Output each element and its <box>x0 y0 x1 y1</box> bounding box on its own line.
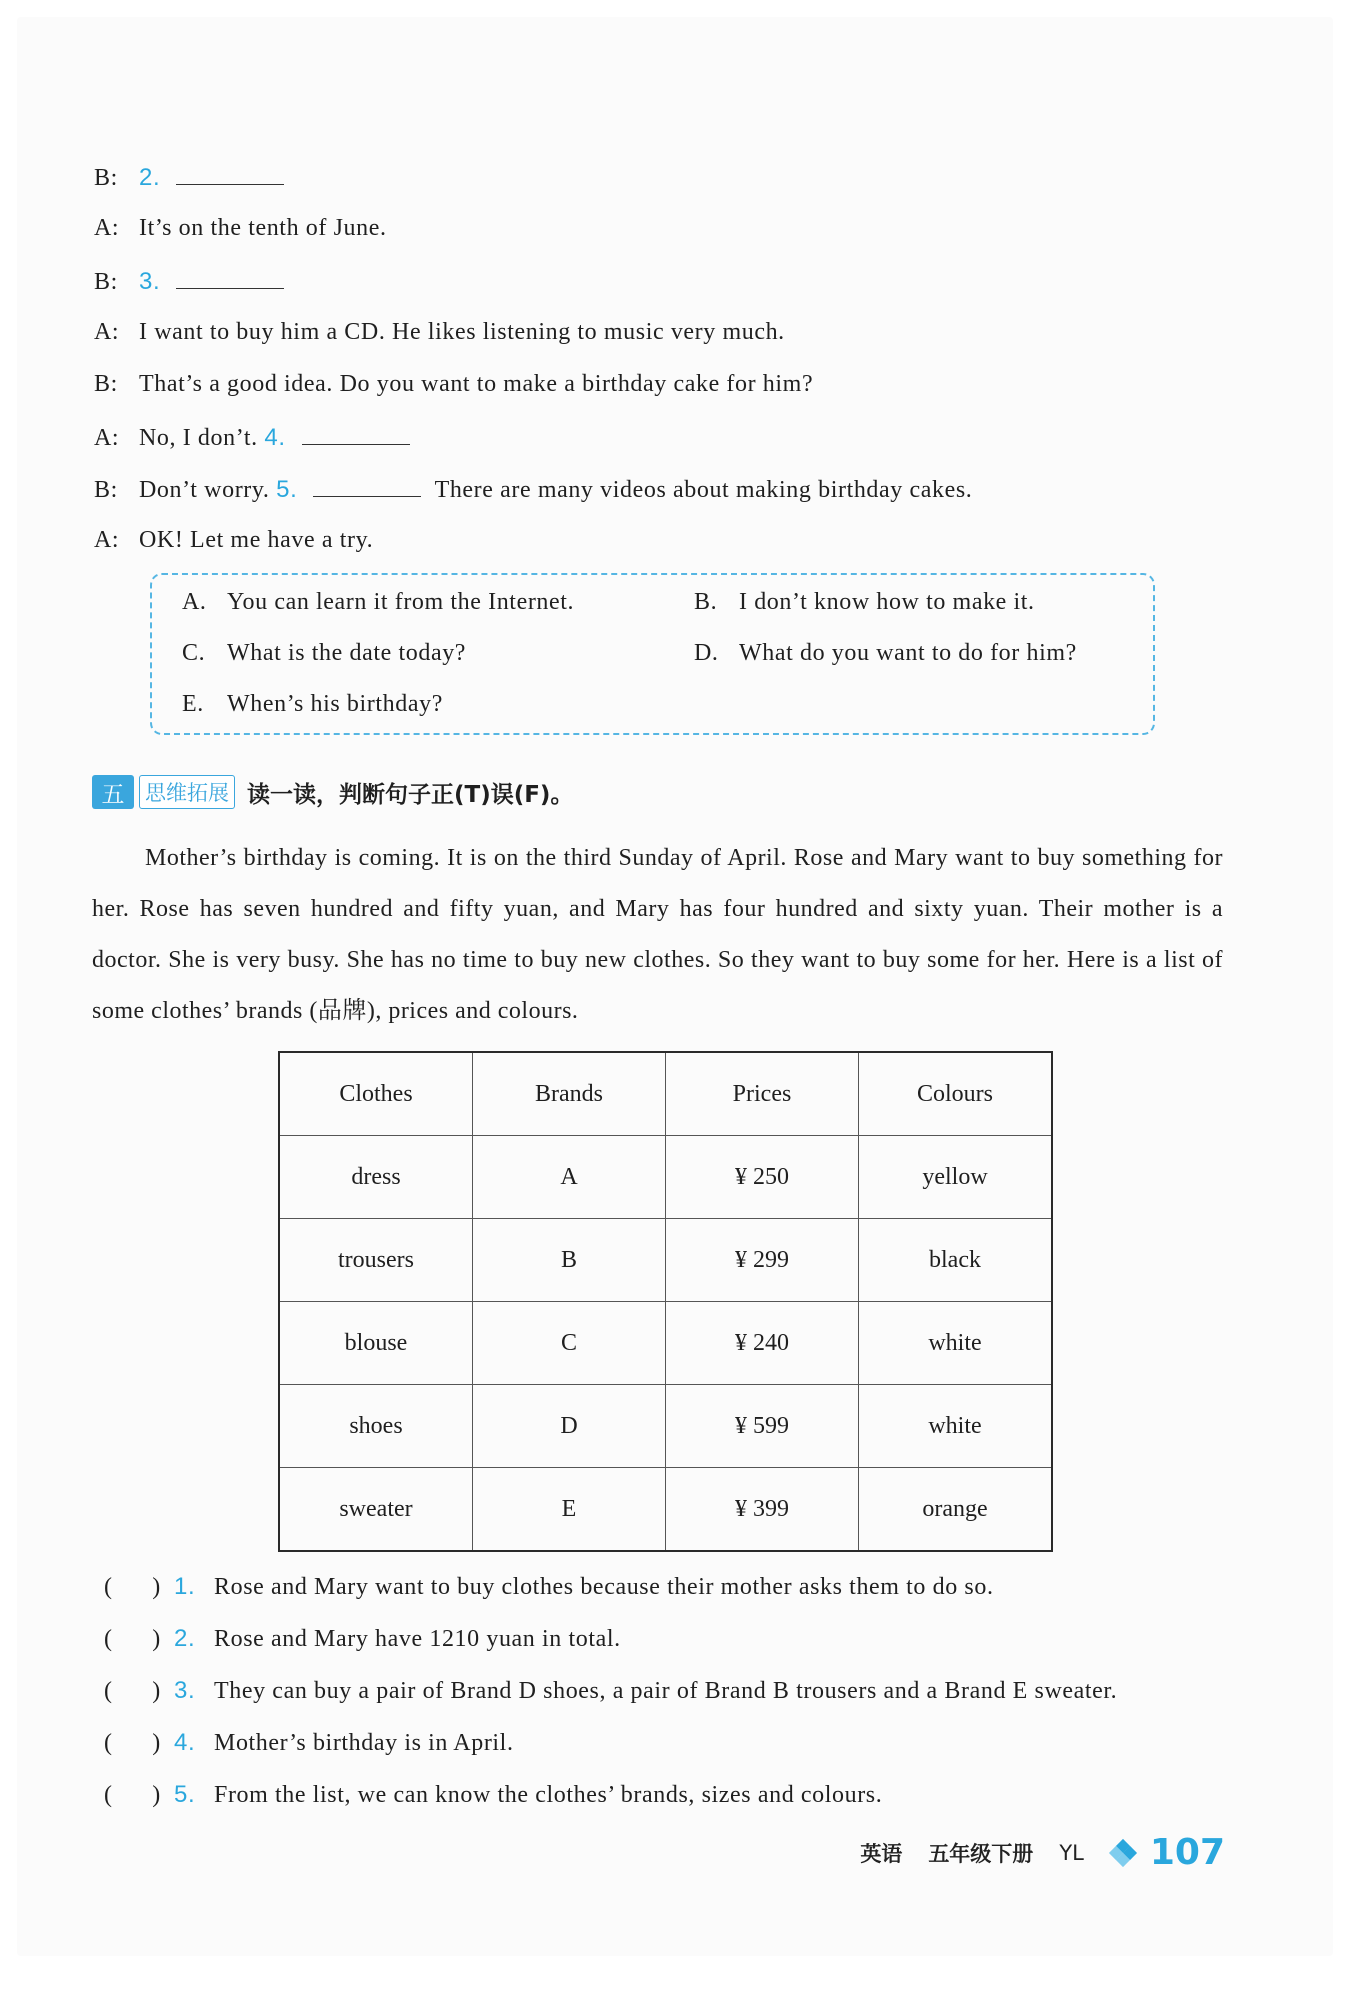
table-cell: ¥ 250 <box>666 1136 859 1219</box>
question-text: Rose and Mary have 1210 yuan in total. <box>214 1626 621 1652</box>
speaker: B: <box>94 269 118 295</box>
table-row <box>279 1302 1052 1385</box>
page-number: 107 <box>1149 1832 1225 1873</box>
option-box <box>150 573 1155 735</box>
option-text: I don’t know how to make it. <box>739 589 1035 615</box>
question-item <box>104 1625 1117 1677</box>
question-item <box>104 1729 1117 1781</box>
table-cell: E <box>473 1468 666 1552</box>
option-label: E. <box>182 691 204 717</box>
table-cell: ¥ 299 <box>666 1219 859 1302</box>
dialogue-text: I want to buy him a CD. He likes listening to music very much. <box>139 319 785 345</box>
diamond-icon <box>1110 1840 1136 1866</box>
option-text: What do you want to do for him? <box>739 640 1077 666</box>
option-d <box>694 640 1077 667</box>
footer-subject: 英语 <box>860 1841 903 1866</box>
page-footer <box>860 1832 1225 1873</box>
reading-passage: Mother’s birthday is coming. It is on the third Sunday of April. Rose and Mary want to buy something for her. Rose has seven hundred and fifty yuan, and Mary has four hundred and sixty yuan. Their mother is a doctor. She is very busy. She has no time to buy new clothes. So they want to buy some for her. Here is a list of some clothes’ brands (品牌), prices and colours. <box>92 845 1223 1024</box>
question-item <box>104 1573 1117 1625</box>
table-cell: C <box>473 1302 666 1385</box>
speaker: A: <box>94 425 120 451</box>
dialogue-line <box>94 162 972 214</box>
answer-paren[interactable]: ( ) <box>104 1782 161 1808</box>
option-label: A. <box>182 589 207 615</box>
table-header: Brands <box>473 1052 666 1136</box>
question-number: 3. <box>174 1677 196 1704</box>
dialogue-text: It’s on the tenth of June. <box>139 215 387 241</box>
speaker: A: <box>94 319 120 345</box>
dialogue-text: No, I don’t. <box>139 425 258 451</box>
speaker: A: <box>94 527 120 553</box>
dialogue <box>94 162 972 578</box>
dialogue-line <box>94 266 972 318</box>
dialogue-line <box>94 526 972 578</box>
dialogue-line <box>94 318 972 370</box>
option-text: When’s his birthday? <box>227 691 443 717</box>
answer-paren[interactable]: ( ) <box>104 1678 161 1704</box>
table-cell: B <box>473 1219 666 1302</box>
answer-blank[interactable] <box>176 162 284 185</box>
option-label: B. <box>694 589 718 615</box>
table-cell: ¥ 240 <box>666 1302 859 1385</box>
table-row <box>279 1219 1052 1302</box>
option-b <box>694 589 1035 616</box>
footer-edition: YL <box>1059 1840 1084 1865</box>
dialogue-text: That’s a good idea. Do you want to make a birthday cake for him? <box>139 371 814 397</box>
option-label: D. <box>694 640 719 666</box>
answer-paren[interactable]: ( ) <box>104 1626 161 1652</box>
speaker: B: <box>94 477 118 503</box>
question-number: 1. <box>174 1573 196 1600</box>
table-cell: trousers <box>279 1219 473 1302</box>
question-number: 4. <box>174 1729 196 1756</box>
speaker: B: <box>94 371 118 397</box>
dialogue-line <box>94 474 972 526</box>
table-cell: D <box>473 1385 666 1468</box>
footer-grade: 五年级下册 <box>928 1841 1034 1866</box>
table-cell: yellow <box>859 1136 1053 1219</box>
option-c <box>182 640 466 667</box>
workbook-page <box>17 17 1333 1956</box>
table-header: Clothes <box>279 1052 473 1136</box>
table-row <box>279 1468 1052 1552</box>
question-text: Rose and Mary want to buy clothes because their mother asks them to do so. <box>214 1574 994 1600</box>
table-cell: black <box>859 1219 1053 1302</box>
blank-number: 2. <box>139 164 161 191</box>
answer-paren[interactable]: ( ) <box>104 1730 161 1756</box>
table-header: Prices <box>666 1052 859 1136</box>
answer-blank[interactable] <box>176 266 284 289</box>
section-instruction: 读一读，判断句子正(T)误(F)。 <box>247 781 574 808</box>
table-cell: ¥ 599 <box>666 1385 859 1468</box>
section-number: 五 <box>92 775 134 809</box>
table-header: Colours <box>859 1052 1053 1136</box>
question-text: They can buy a pair of Brand D shoes, a pair of Brand B trousers and a Brand E sweater. <box>214 1678 1118 1704</box>
table-cell: dress <box>279 1136 473 1219</box>
speaker: B: <box>94 165 118 191</box>
option-e <box>182 691 443 718</box>
blank-number: 3. <box>139 268 161 295</box>
option-a <box>182 589 574 616</box>
option-text: You can learn it from the Internet. <box>227 589 575 615</box>
table-cell: shoes <box>279 1385 473 1468</box>
dialogue-text-after: There are many videos about making birthday cakes. <box>434 477 973 503</box>
dialogue-text: Don’t worry. <box>139 477 270 503</box>
table-row <box>279 1385 1052 1468</box>
dialogue-line <box>94 422 972 474</box>
dialogue-text: OK! Let me have a try. <box>139 527 374 553</box>
dialogue-line <box>94 214 972 266</box>
option-text: What is the date today? <box>227 640 467 666</box>
question-number: 5. <box>174 1781 196 1808</box>
table-cell: A <box>473 1136 666 1219</box>
clothes-table <box>278 1051 1053 1552</box>
table-cell: ¥ 399 <box>666 1468 859 1552</box>
table-header-row <box>279 1052 1052 1136</box>
speaker: A: <box>94 215 120 241</box>
section-tag: 思维拓展 <box>139 775 235 809</box>
blank-number: 5. <box>276 476 298 503</box>
section-header <box>92 775 573 809</box>
question-text: Mother’s birthday is in April. <box>214 1730 514 1756</box>
table-cell: white <box>859 1385 1053 1468</box>
dialogue-line <box>94 370 972 422</box>
question-item <box>104 1781 1117 1833</box>
table-cell: sweater <box>279 1468 473 1552</box>
option-label: C. <box>182 640 206 666</box>
table-cell: orange <box>859 1468 1053 1552</box>
table-row <box>279 1136 1052 1219</box>
question-number: 2. <box>174 1625 196 1652</box>
table-cell: white <box>859 1302 1053 1385</box>
answer-blank[interactable] <box>313 474 421 497</box>
question-text: From the list, we can know the clothes’ brands, sizes and colours. <box>214 1782 883 1808</box>
question-item <box>104 1677 1117 1729</box>
blank-number: 4. <box>264 424 286 451</box>
answer-paren[interactable]: ( ) <box>104 1574 161 1600</box>
answer-blank[interactable] <box>302 422 410 445</box>
true-false-questions <box>104 1573 1117 1833</box>
table-cell: blouse <box>279 1302 473 1385</box>
